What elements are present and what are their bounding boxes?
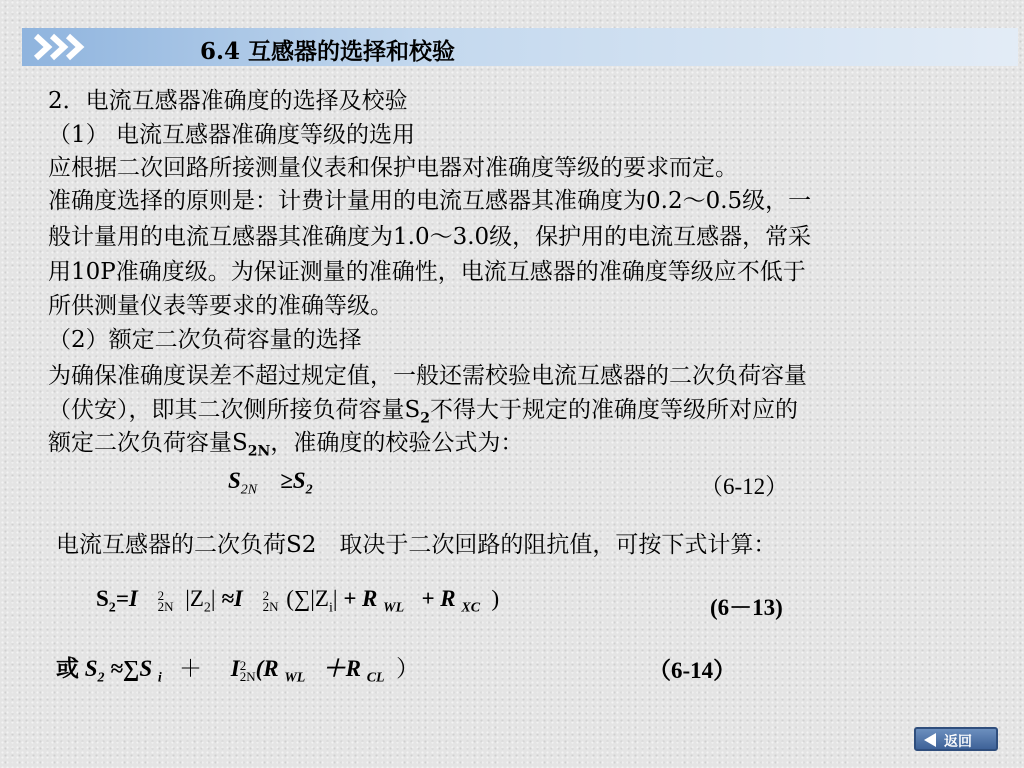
body-text-line: 电流互感器的二次负荷S2 取决于二次回路的阻抗值，可按下式计算： [56, 532, 777, 558]
body-text-line: 般计量用的电流互感器其准确度为1.0～3.0级，保护用的电流互感器，常采 [48, 224, 812, 250]
formula-6-14: 或 $S_2 \approx\sum S$ $_i$ ＋ I2 2N(R $_{WL}$ ＋R $_{CL}$ ） [56, 656, 420, 686]
body-text-line: 用10P准确度级。为保证测量的准确性，电流互感器的准确度等级应不低于 [48, 259, 806, 285]
body-text-line: 所供测量仪表等要求的准确等级。 [48, 293, 393, 319]
formula-6-12: $S_{2N}$ $\ge S_2$ [228, 468, 313, 498]
section-heading: 2．电流互感器准确度的选择及校验 [48, 88, 408, 114]
back-arrow-icon [924, 733, 936, 747]
page-title: 6.4 互感器的选择和校验 [200, 38, 456, 65]
equation-number: （6-12） [700, 474, 789, 499]
body-text-line: 应根据二次回路所接测量仪表和保护电器对准确度等级的要求而定。 [48, 155, 738, 181]
body-text-line: 为确保准确度误差不超过规定值，一般还需校验电流互感器的二次负荷容量 [48, 363, 807, 389]
body-text-line: 额定二次负荷容量$S_{2N}$，准确度的校验公式为： [48, 430, 524, 460]
subsection-heading-2: （2）额定二次负荷容量的选择 [48, 327, 362, 353]
body-text-line: 准确度选择的原则是：计费计量用的电流互感器其准确度为0.2～0.5级，一 [48, 188, 812, 214]
subsection-heading-1: （1） 电流互感器准确度等级的选用 [48, 122, 415, 148]
header-bar [22, 28, 1018, 66]
back-button[interactable]: 返回 [914, 727, 998, 751]
double-chevron-icon [32, 33, 86, 61]
formula-6-13: $S_2=I$ 2 2N $|Z_2| \approx I$ 2 2N ($\sum|Z_i| + R$ $_{WL}$ + R $_{XC}$ ) [96, 586, 500, 616]
body-text-line: （伏安），即其二次侧所接负荷容量$S_2$不得大于规定的准确度等级所对应的 [48, 397, 799, 427]
equation-number: （6-14） [648, 658, 737, 683]
equation-number: (6－13) [710, 595, 783, 620]
